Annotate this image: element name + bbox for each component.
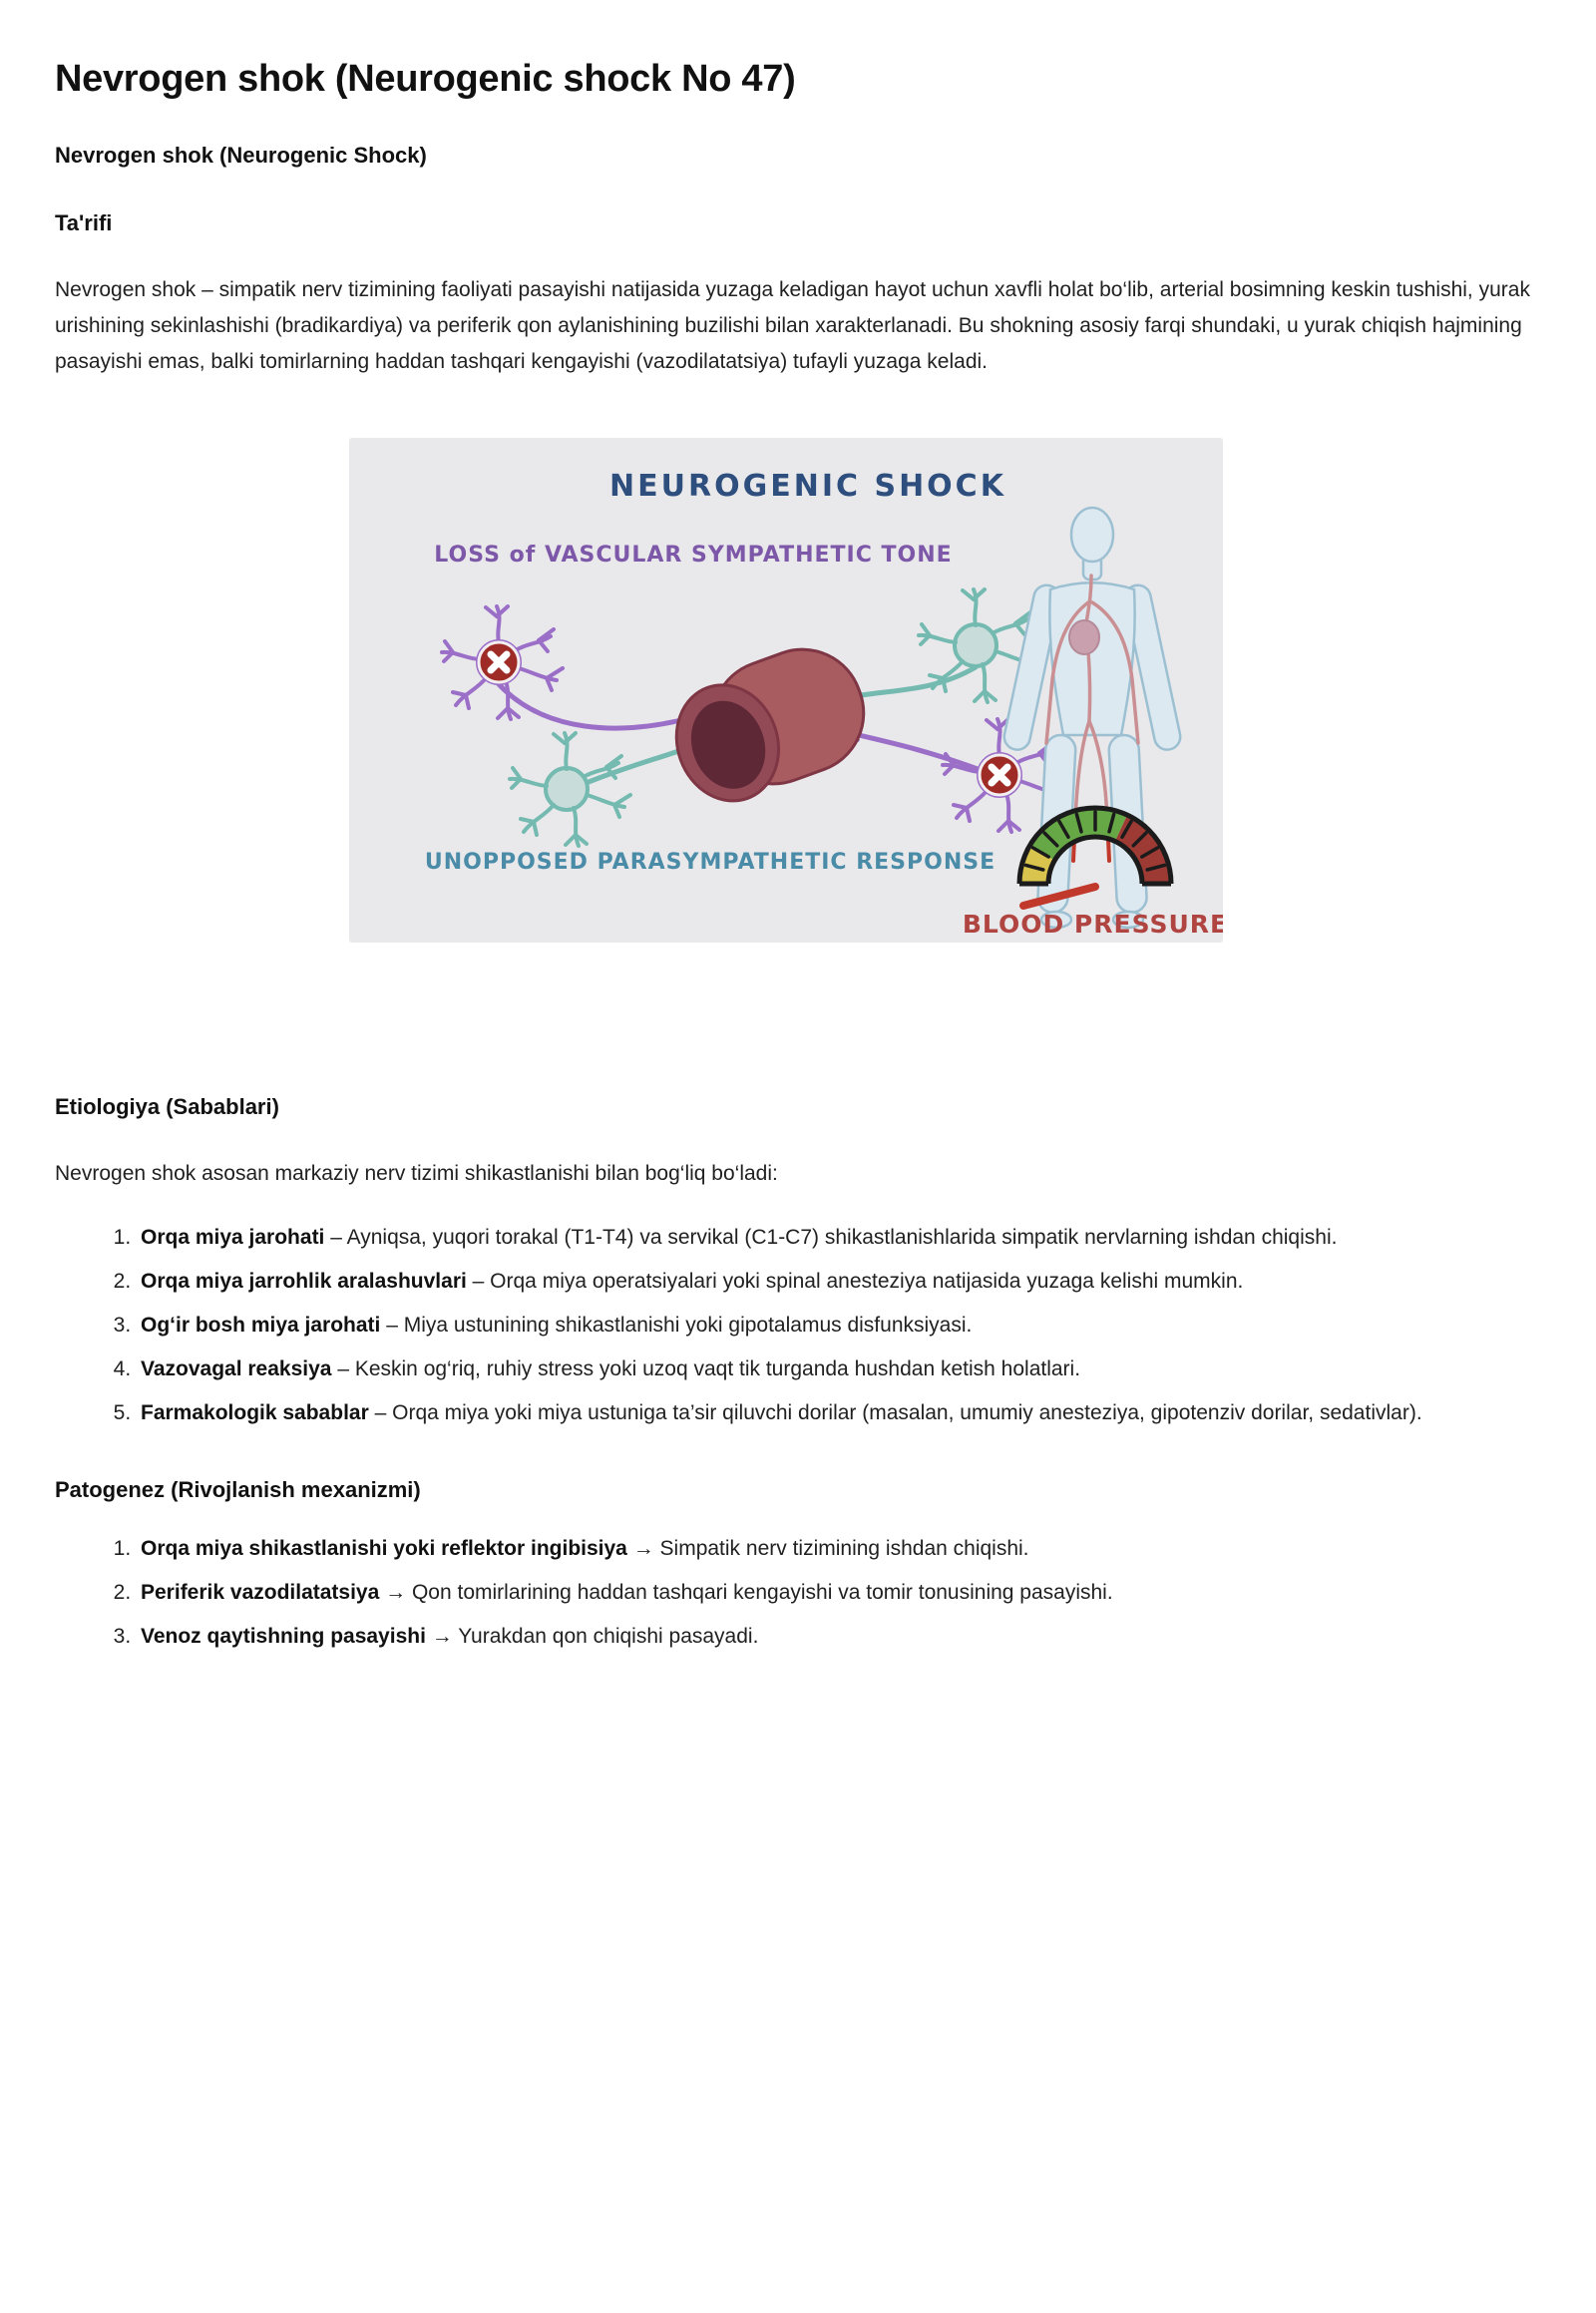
list-item-lead: Orqa miya shikastlanishi yoki reflektor ingibisiya bbox=[141, 1537, 627, 1560]
neurogenic-shock-diagram bbox=[349, 438, 1223, 943]
etiology-list bbox=[55, 1220, 1541, 1431]
list-item-text: → Yurakdan qon chiqishi pasayadi. bbox=[425, 1625, 759, 1648]
blocked-icon-top-left bbox=[479, 642, 519, 682]
list-item-text: – Orqa miya operatsiyalari yoki spinal anesteziya natijasida yuzaga kelishi mumkin. bbox=[466, 1270, 1244, 1293]
list-item bbox=[137, 1395, 1541, 1431]
document-page bbox=[0, 58, 1596, 1723]
list-item bbox=[137, 1351, 1541, 1387]
loss-of-sympathetic-tone-label: LOSS of VASCULAR SYMPATHETIC TONE bbox=[434, 543, 953, 568]
list-item bbox=[137, 1308, 1541, 1344]
list-item bbox=[137, 1220, 1541, 1256]
list-item bbox=[137, 1575, 1541, 1611]
list-item-lead: Og‘ir bosh miya jarohati bbox=[141, 1314, 381, 1337]
blocked-icon-bottom-right bbox=[980, 755, 1019, 795]
list-item-lead: Farmakologik sabablar bbox=[141, 1401, 369, 1424]
list-item-lead: Venoz qaytishning pasayishi bbox=[141, 1625, 426, 1648]
list-item-text: – Orqa miya yoki miya ustuniga ta’sir qiluvchi dorilar (masalan, umumiy anesteziya, gipotenziv dorilar, sedativlar). bbox=[368, 1401, 1422, 1424]
figure-title: NEUROGENIC SHOCK bbox=[609, 469, 1006, 504]
unopposed-parasympathetic-label: UNOPPOSED PARASYMPATHETIC RESPONSE bbox=[424, 850, 997, 875]
list-item-text: – Ayniqsa, yuqori torakal (T1-T4) va servikal (C1-C7) shikastlanishlarida simpatik nervlarning ishdan chiqishi. bbox=[324, 1226, 1338, 1249]
list-item-lead: Orqa miya jarohati bbox=[141, 1226, 325, 1249]
neurogenic-shock-illustration bbox=[349, 438, 1223, 943]
list-item bbox=[137, 1619, 1541, 1655]
blood-vessel bbox=[658, 632, 881, 815]
blood-pressure-label: BLOOD PRESSURE bbox=[962, 910, 1223, 939]
heart bbox=[1069, 620, 1099, 654]
pathogenesis-heading: Patogenez (Rivojlanish mexanizmi) bbox=[55, 1477, 421, 1502]
list-item-text: – Keskin og‘riq, ruhiy stress yoki uzoq vaqt tik turganda hushdan ketish holatlari. bbox=[331, 1357, 1081, 1380]
list-item-lead: Periferik vazodilatatsiya bbox=[141, 1581, 380, 1604]
etiology-intro: Nevrogen shok asosan markaziy nerv tizimi shikastlanishi bilan bog‘liq bo‘ladi: bbox=[55, 1162, 778, 1185]
page-title: Nevrogen shok (Neurogenic shock No 47) bbox=[55, 58, 796, 100]
list-item-lead: Vazovagal reaksiya bbox=[141, 1357, 332, 1380]
pathogenesis-list bbox=[55, 1531, 1541, 1655]
list-item bbox=[137, 1264, 1541, 1300]
list-item-text: – Miya ustunining shikastlanishi yoki gipotalamus disfunksiyasi. bbox=[380, 1314, 973, 1337]
list-item-lead: Orqa miya jarrohlik aralashuvlari bbox=[141, 1270, 467, 1293]
list-item bbox=[137, 1531, 1541, 1567]
list-item-text: → Simpatik nerv tizimining ishdan chiqishi. bbox=[626, 1537, 1029, 1560]
definition-heading: Ta'rifi bbox=[55, 210, 113, 235]
list-item-text: → Qon tomirlarining haddan tashqari kengayishi va tomir tonusining pasayishi. bbox=[379, 1581, 1113, 1604]
definition-paragraph: Nevrogen shok – simpatik nerv tizimining faoliyati pasayishi natijasida yuzaga keladigan hayot uchun xavfli holat bo‘lib, arterial bosimning keskin tushishi, yurak urishining sekinlashishi (bradikardiya) va periferik qon aylanishining buzilishi bilan xarakterlanadi. Bu shokning asosiy farqi shundaki, u yurak chiqish hajmining pasayishi emas, balki tomirlarning haddan tashqari kengayishi (vazodilatatsiya) tufayli yuzaga keladi. bbox=[55, 278, 1530, 373]
subtitle: Nevrogen shok (Neurogenic Shock) bbox=[55, 143, 427, 168]
etiology-heading: Etiologiya (Sabablari) bbox=[55, 1094, 279, 1119]
parasympathetic-neuron-bottom-left bbox=[510, 733, 630, 846]
